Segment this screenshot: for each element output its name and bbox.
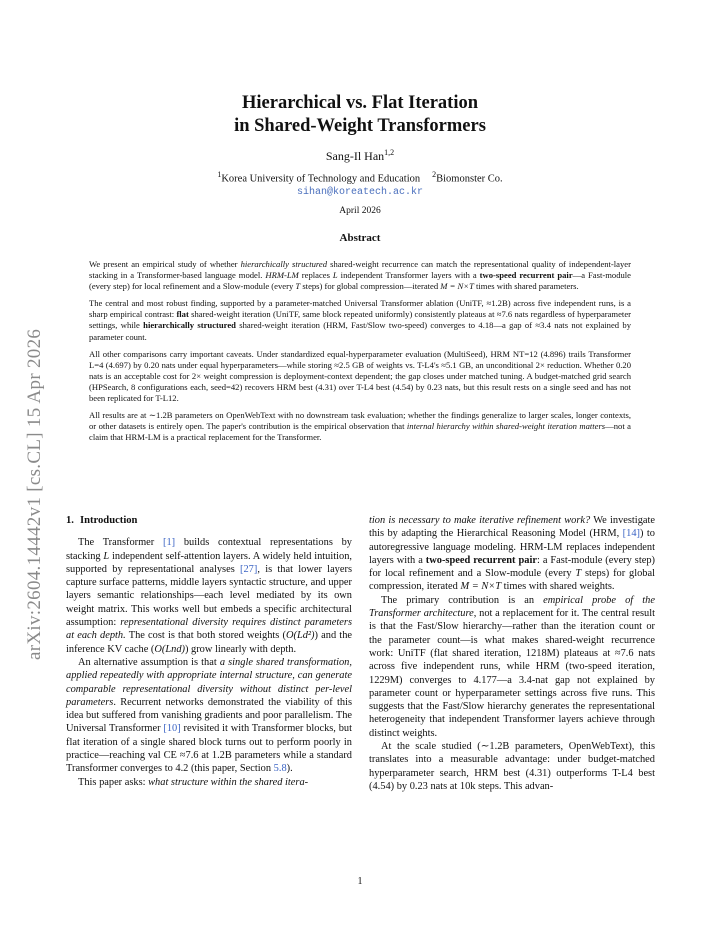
citation-link[interactable]: [14] — [622, 528, 640, 540]
abstract-paragraph-2: The central and most robust finding, supported by a parameter-matched Universal Transformer ablation (UniTF, ≈1.2B) across five independent runs, is a sharp empirical contrast: flat shared-weight iteration (UniTF, same block repeated uniformly) consistently plateaus at ≈7.6 nats regardless of hyperparameter settings, while hierarchically structured shared-weight iteration (HRM, Fast/Slow two-speed) converges to 4.18—a gap of ≈3.4 nats not explained by parameter count. — [89, 298, 632, 342]
affil2-name: Biomonster Co. — [436, 173, 503, 185]
abstract-heading: Abstract — [339, 232, 381, 244]
intro-paragraph-2: An alternative assumption is that a single shared transformation, applied repeatedly with appropriate internal structure, can generate comparable representational diversity without distinct per-level parameters. Recurrent networks demonstrated the viability of this idea but suffered from vanishing gradients and poor parallelism. The Universal Transformer [10] revisited it with Transformer blocks, but flat iteration of a single shared block turns out to perform poorly in practice—reaching val CE ≈7.6 at 1.2B parameters while a standard Transformer converges to 4.2 (this paper, Section 5.8). — [66, 656, 352, 775]
abstract-paragraph-1: We present an empirical study of whether hierarchically structured shared-weight recurrence can match the representational quality of independent-layer stacking in a Transformer-based language model. HRM-LM replaces L independent Transformer layers with a two-speed recurrent pair—a Fast-module (every step) for local refinement and a Slow-module (every T steps) for global compression—iterated M = N×T times with shared parameters. — [89, 259, 631, 292]
intro-paragraph-3-continued: tion is necessary to make iterative refinement work? We investigate this by adapting the Hierarchical Reasoning Model (HRM, [14]) to autoregressive language modeling. HRM-LM replaces independent layers with a two-speed recurrent pair: a Fast-module (every step) for local refinement and a Slow-module (every T steps) for global compression, iterated M = N×T times with shared weights. — [369, 515, 656, 593]
citation-link[interactable]: [10] — [163, 723, 181, 735]
author-email[interactable]: sihan@koreatech.ac.kr — [296, 187, 424, 198]
affil2-marker: 2 — [432, 170, 437, 179]
citation-link[interactable]: [27] — [240, 563, 258, 575]
abstract-paragraph-3: All other comparisons carry important caveats. Under standardized equal-hyperparameter evaluation (MultiSeed), HRM NT=12 (4.896) trails Transformer L=4 (4.697) by 0.20 nats under equal hyperparameters—while storing ≈2.5 GB of weights vs. T-L4's ≈5.1 GB, an unconditional 2× reduction. Whether 0.20 nats is an acceptable cost for 2× weight compression is deployment-context dependent; the gap closes under matched tuning. A budget-matched grid search (HPSearch, 8 configurations each, seed=42) recovers HRM best (4.31) over T-L4 best (4.54) by 0.23 nats, but this result rests on a single seed and has not been replicated for T-L12. — [89, 348, 631, 404]
section-heading-introduction: 1. Introduction — [66, 515, 138, 526]
author-superscript: 1,2 — [384, 148, 395, 157]
page-number: 1 — [357, 876, 363, 887]
abstract-paragraph-4: All results are at ∼1.2B parameters on OpenWebText with no downstream task evaluation; whether the findings generalize to larger scales, longer contexts, or other datasets is entirely open. The paper's contribution is the empirical observation that internal hierarchy within shared-weight iteration matters—not a claim that HRM-LM is a practical replacement for the Transformer. — [89, 410, 631, 443]
citation-link[interactable]: [1] — [162, 537, 176, 549]
arxiv-id: arXiv:2604.14442v1 [cs.CL] 15 Apr 2026 — [24, 328, 45, 660]
intro-paragraph-1: The Transformer [1] builds contextual representations by stacking L independent self-attention layers. A widely held intuition, supported by representational analyses [27], is that lower layers capture surface patterns, middle layers syntactic structure, and upper layers semantic relationships—each level mediated by its own weight matrix. This works well but embeds a specific architectural assumption: representational diversity requires distinct parameters at each depth. The cost is that both stored weights (O(Ld²)) and the inference KV cache (O(Lnd)) grow linearly with depth. — [66, 537, 353, 655]
paper-title — [140, 92, 580, 138]
abstract-body — [89, 259, 631, 449]
section-link[interactable]: 5.8 — [273, 763, 287, 775]
affil1-marker: 1 — [217, 170, 222, 179]
author-line — [140, 148, 580, 164]
intro-paragraph-4: The primary contribution is an empirical probe of the Transformer architecture, not a replacement for it. The central result is that the Fast/Slow hierarchy—rather than the iteration count or the parameter count—is what makes shared-weight recurrence work: UniTF (flat shared iteration, 1218M) plateaus at ≈7.6 nats across five independent runs, while HRM (two-speed iteration, 1229M) converges to 4.177—a 3.4-nat gap not explained by parameter count or hyperparameter settings across five runs. This suggests that the Fast/Slow hierarchy generates the representational heterogeneity that independent Transformer layers achieve through distinct weights. — [369, 594, 656, 739]
affil1-name: Korea University of Technology and Education — [221, 173, 421, 185]
arxiv-stamp — [18, 260, 48, 660]
affiliations — [120, 170, 600, 185]
author-name: Sang-Il Han — [325, 149, 385, 163]
intro-paragraph-3: This paper asks: what structure within the shared itera- — [78, 776, 309, 788]
title-line-2: in Shared-Weight Transformers — [234, 116, 486, 136]
paper-date: April 2026 — [339, 206, 381, 216]
right-column — [369, 514, 655, 793]
left-column — [66, 514, 352, 789]
title-line-1: Hierarchical vs. Flat Iteration — [242, 93, 478, 113]
intro-paragraph-5: At the scale studied (∼1.2B parameters, OpenWebText), this translates into a measurable advantage: under budget-matched hyperparameter search, HRM best (4.31) outperforms T-L4 best (4.54) by 0.23 nats at 10k steps. This advan- — [369, 741, 655, 792]
